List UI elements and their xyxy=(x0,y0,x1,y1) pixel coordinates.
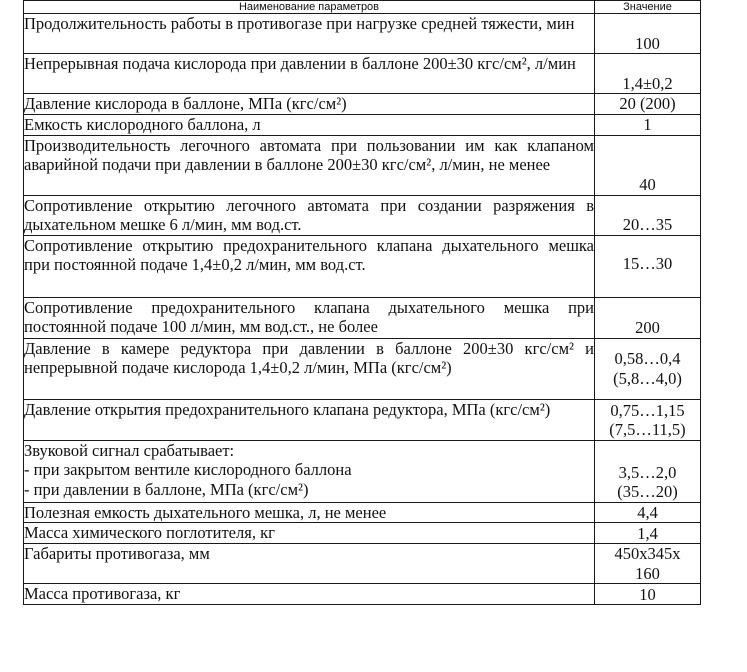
parameter-name: Масса химического поглотителя, кг xyxy=(24,523,595,544)
table-row xyxy=(24,135,701,195)
table-row xyxy=(24,94,701,115)
parameter-value: 15…30 xyxy=(595,235,701,297)
table-row xyxy=(24,399,701,440)
parameter-name: Давление кислорода в баллоне, МПа (кгс/см²) xyxy=(24,94,595,115)
parameter-value: 3,5…2,0 (35…20) xyxy=(595,440,701,502)
table-row xyxy=(24,235,701,297)
parameter-name: Полезная емкость дыхательного мешка, л, не менее xyxy=(24,502,595,523)
table-row xyxy=(24,14,701,54)
parameter-value: 1,4±0,2 xyxy=(595,54,701,94)
parameter-value: 20 (200) xyxy=(595,94,701,115)
parameter-name: Габариты противогаза, мм xyxy=(24,544,595,584)
parameter-name: Давление открытия предохранительного клапана редуктора, МПа (кгс/см²) xyxy=(24,399,595,440)
parameter-value: 200 xyxy=(595,297,701,338)
parameter-value: 40 xyxy=(595,135,701,195)
table-row xyxy=(24,523,701,544)
table-row xyxy=(24,440,701,502)
table-row xyxy=(24,195,701,235)
parameter-value: 450х345х 160 xyxy=(595,544,701,584)
parameter-value: 1 xyxy=(595,114,701,135)
table-row xyxy=(24,544,701,584)
parameter-value: 10 xyxy=(595,584,701,605)
parameter-name: Сопротивление предохранительного клапана дыхательного мешка при постоянной подаче 100 л/мин, мм вод.ст., не более xyxy=(24,297,594,336)
parameter-value: 0,75…1,15 (7,5…11,5) xyxy=(595,399,701,440)
table-row xyxy=(24,584,701,605)
parameter-name: Непрерывная подача кислорода при давлении в баллоне 200±30 кгс/см², л/мин xyxy=(24,54,595,94)
parameter-name: Сопротивление открытию предохранительного клапана дыхательного мешка при постоянной подаче 1,4±0,2 л/мин, мм вод.ст. xyxy=(24,235,595,297)
parameter-name: Производительность легочного автомата при пользовании им как клапаном аварийной подачи при давлении в баллоне 200±30 кгс/см², л/мин, не менее xyxy=(24,135,595,195)
table-header-row xyxy=(24,1,701,14)
parameter-value: 0,58…0,4 (5,8…4,0) xyxy=(595,338,701,399)
table-row xyxy=(24,502,701,523)
table-row xyxy=(24,338,701,399)
header-value: Значение xyxy=(595,1,701,14)
parameter-name: Емкость кислородного баллона, л xyxy=(24,114,595,135)
parameter-value: 100 xyxy=(595,14,701,54)
parameter-name: Масса противогаза, кг xyxy=(24,584,595,605)
parameter-name: Сопротивление открытию легочного автомата при создании разряжения в дыхательном мешке 6 л/мин, мм вод.ст. xyxy=(24,195,594,234)
parameter-name: Продолжительность работы в противогазе при нагрузке средней тяжести, мин xyxy=(24,14,595,54)
parameter-value: 1,4 xyxy=(595,523,701,544)
table-row xyxy=(24,114,701,135)
table-row xyxy=(24,54,701,94)
header-parameter-name: Наименование параметров xyxy=(24,1,595,14)
parameter-value: 4,4 xyxy=(595,502,701,523)
parameter-name: Давление в камере редуктора при давлении в баллоне 200±30 кгс/см² и непрерывной подаче кислорода 1,4±0,2 л/мин, МПа (кгс/см²) xyxy=(24,338,595,399)
parameter-name: Звуковой сигнал срабатывает: - при закрытом вентиле кислородного баллона - при давлении в баллоне, МПа (кгс/см²) xyxy=(24,440,595,502)
specification-table xyxy=(23,0,701,605)
parameter-value: 20…35 xyxy=(595,195,701,235)
spec-sheet xyxy=(23,0,700,605)
table-row xyxy=(24,297,701,338)
